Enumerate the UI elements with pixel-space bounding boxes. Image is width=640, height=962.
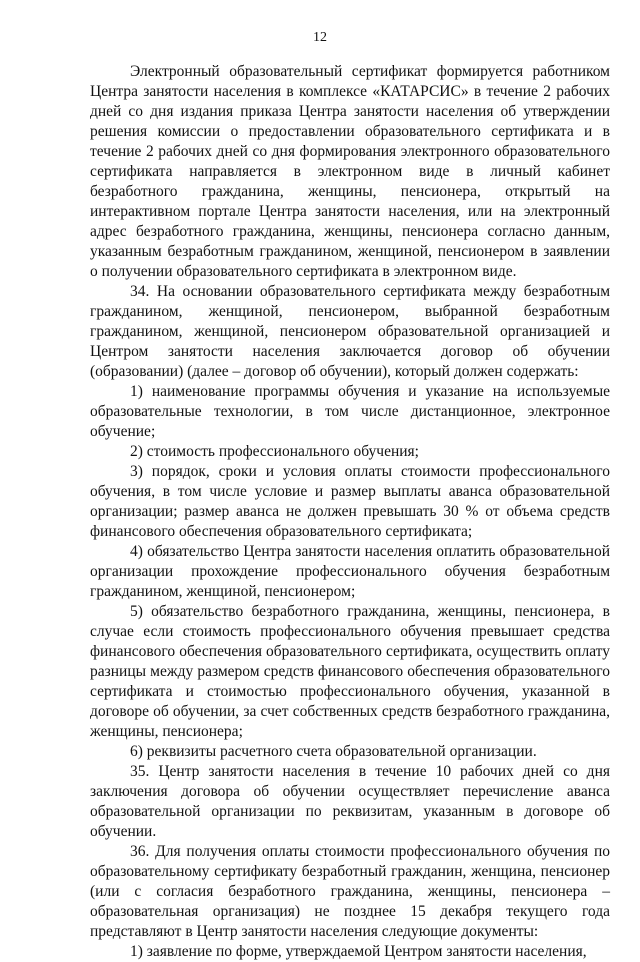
paragraph: 34. На основании образовательного сертификата между безработным гражданином, женщиной, пенсионером, выбранной безработным гражданином, женщиной, пенсионером образовательной организацией и Центром занятости населения заключается договор об обучении (образовании) (далее – договор об обучении), который должен содержать: bbox=[90, 283, 610, 380]
paragraph: 6) реквизиты расчетного счета образовательной организации. bbox=[130, 743, 537, 760]
paragraph: 36. Для получения оплаты стоимости профессионального обучения по образовательному сертификату безработный гражданин, женщина, пенсионер (или с согласия безработного гражданина, женщины, пенсионера – образовательная организация) не позднее 15 декабря текущего года представляют в Центр занятости населения следующие документы: bbox=[90, 843, 610, 940]
paragraph: 2) стоимость профессионального обучения; bbox=[130, 443, 419, 460]
paragraph: 1) наименование программы обучения и указание на используемые образовательные технологии, в том числе дистанционное, электронное обучение; bbox=[90, 383, 610, 440]
paragraph: 1) заявление по форме, утверждаемой Центром занятости населения, bbox=[130, 943, 587, 960]
paragraph: Электронный образовательный сертификат формируется работником Центра занятости населения в комплексе «КАТАРСИС» в течение 2 рабочих дней со дня издания приказа Центра занятости населения об утверждении решения комиссии о предоставлении образовательного сертификата и в течение 2 рабочих дней со дня формирования электронного образовательного сертификата направляется в электронном виде в личный кабинет безработного гражданина, женщины, пенсионера, открытый на интерактивном портале Центра занятости населения, или на электронный адрес безработного гражданина, женщины, пенсионера согласно данным, указанным безработным гражданином, женщиной, пенсионером в заявлении о получении образовательного сертификата в электронном виде. bbox=[90, 63, 610, 280]
paragraph: 5) обязательство безработного гражданина, женщины, пенсионера, в случае если стоимость профессионального обучения превышает средства финансового обеспечения образовательного сертификата, осуществить оплату разницы между размером средств финансового обеспечения образовательного сертификата и стоимостью профессионального обучения, указанной в договоре об обучении, за счет собственных средств безработного гражданина, женщины, пенсионера; bbox=[90, 603, 610, 740]
page-number: 12 bbox=[313, 30, 327, 45]
document-body bbox=[90, 62, 610, 962]
paragraph: 35. Центр занятости населения в течение 10 рабочих дней со дня заключения договора об обучении осуществляет перечисление аванса образовательной организации по реквизитам, указанным в договоре об обучении. bbox=[90, 763, 610, 840]
paragraph: 3) порядок, сроки и условия оплаты стоимости профессионального обучения, в том числе условие и размер выплаты аванса образовательной организации; размер аванса не должен превышать 30 % от объема средств финансового обеспечения образовательного сертификата; bbox=[90, 463, 610, 540]
paragraph: 4) обязательство Центра занятости населения оплатить образовательной организации прохождение профессионального обучения безработным гражданином, женщиной, пенсионером; bbox=[90, 543, 610, 600]
